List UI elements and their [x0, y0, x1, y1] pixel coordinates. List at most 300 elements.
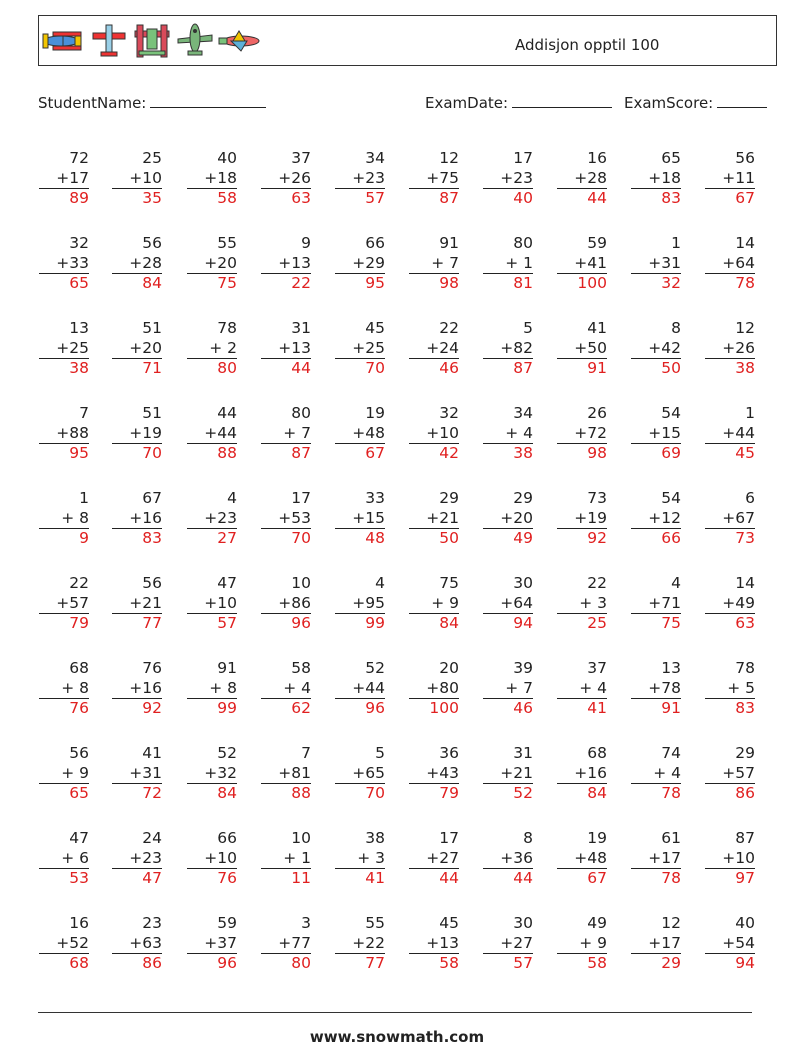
addend-2-value: 37: [217, 933, 237, 952]
plus-sign: +: [278, 593, 292, 612]
addend-1: 12: [661, 914, 681, 932]
addend-1: 22: [439, 319, 459, 337]
answer: 53: [69, 869, 89, 887]
addend-2-value: 4: [523, 423, 533, 442]
addend-1: 17: [513, 149, 533, 167]
answer: 47: [142, 869, 162, 887]
addend-2: [483, 424, 533, 445]
plus-sign: +: [426, 933, 440, 952]
answer: 44: [513, 869, 533, 887]
answer: 44: [291, 359, 311, 377]
plus-sign: +: [283, 423, 302, 442]
addend-2: [39, 679, 89, 700]
addend-2-value: 72: [587, 423, 607, 442]
addend-2: [112, 849, 162, 870]
addend-2: [483, 254, 533, 275]
answer: 76: [69, 699, 89, 717]
addend-2: [187, 934, 237, 955]
problem-1-2: [112, 149, 162, 209]
answer: 38: [69, 359, 89, 377]
plus-sign: +: [426, 678, 440, 697]
answer: 96: [291, 614, 311, 632]
problem-5-4: [261, 489, 311, 549]
plus-sign: +: [278, 763, 292, 782]
addend-2: [112, 424, 162, 445]
addend-2-value: 25: [69, 338, 89, 357]
addend-2-value: 10: [217, 848, 237, 867]
addend-1: 13: [69, 319, 89, 337]
problem-1-9: [631, 149, 681, 209]
problem-5-9: [631, 489, 681, 549]
addend-2: [483, 849, 533, 870]
plus-sign: +: [352, 423, 366, 442]
addend-2-value: 3: [597, 593, 607, 612]
addend-1: 34: [513, 404, 533, 422]
problem-5-6: [409, 489, 459, 549]
addend-2-value: 17: [661, 933, 681, 952]
addend-1: 58: [291, 659, 311, 677]
answer: 71: [142, 359, 162, 377]
plus-sign: +: [204, 253, 218, 272]
answer: 84: [142, 274, 162, 292]
problem-7-10: [705, 659, 755, 719]
plus-sign: +: [204, 763, 218, 782]
addend-2: [187, 254, 237, 275]
plus-sign: +: [500, 593, 514, 612]
answer: 95: [69, 444, 89, 462]
answer: 70: [365, 359, 385, 377]
addend-2-value: 12: [661, 508, 681, 527]
addend-2-value: 64: [513, 593, 533, 612]
addend-2-value: 1: [301, 848, 311, 867]
problem-10-6: [409, 914, 459, 974]
addend-2: [39, 934, 89, 955]
problem-3-10: [705, 319, 755, 379]
answer: 87: [291, 444, 311, 462]
problem-9-9: [631, 829, 681, 889]
addend-1: 30: [513, 574, 533, 592]
addend-1: 22: [69, 574, 89, 592]
answer: 42: [439, 444, 459, 462]
addend-2: [557, 169, 607, 190]
addend-1: 8: [523, 829, 533, 847]
addend-2: [705, 934, 755, 955]
plus-sign: +: [61, 848, 80, 867]
addend-2-value: 10: [217, 593, 237, 612]
problem-8-10: [705, 744, 755, 804]
plus-sign: +: [579, 678, 598, 697]
answer: 94: [513, 614, 533, 632]
plus-sign: +: [204, 933, 218, 952]
addend-2-value: 22: [365, 933, 385, 952]
addend-1: 3: [301, 914, 311, 932]
problem-10-8: [557, 914, 607, 974]
problem-1-3: [187, 149, 237, 209]
answer: 77: [365, 954, 385, 972]
problem-5-5: [335, 489, 385, 549]
addend-2: [261, 339, 311, 360]
answer: 78: [735, 274, 755, 292]
answer: 57: [513, 954, 533, 972]
answer: 98: [439, 274, 459, 292]
problem-3-1: [39, 319, 89, 379]
problem-6-10: [705, 574, 755, 634]
problem-7-9: [631, 659, 681, 719]
plus-sign: +: [426, 848, 440, 867]
plus-sign: +: [574, 338, 588, 357]
addend-2: [187, 424, 237, 445]
plus-sign: +: [574, 168, 588, 187]
addend-2: [261, 934, 311, 955]
addend-1: 80: [513, 234, 533, 252]
addend-2: [705, 594, 755, 615]
answer: 70: [142, 444, 162, 462]
addend-1: 1: [671, 234, 681, 252]
problem-10-1: [39, 914, 89, 974]
problem-4-1: [39, 404, 89, 464]
addend-1: 67: [142, 489, 162, 507]
plus-sign: +: [426, 338, 440, 357]
answer: 58: [217, 189, 237, 207]
addend-1: 56: [69, 744, 89, 762]
addend-1: 80: [291, 404, 311, 422]
addend-2-value: 23: [365, 168, 385, 187]
problem-3-3: [187, 319, 237, 379]
plus-sign: +: [129, 593, 143, 612]
addend-2-value: 9: [79, 763, 89, 782]
problem-6-1: [39, 574, 89, 634]
addend-2: [261, 169, 311, 190]
addend-1: 75: [439, 574, 459, 592]
student-name-label: StudentName:: [38, 94, 147, 112]
problem-3-7: [483, 319, 533, 379]
addend-1: 47: [217, 574, 237, 592]
plus-sign: +: [209, 338, 228, 357]
plus-sign: +: [56, 253, 70, 272]
problem-3-9: [631, 319, 681, 379]
plus-sign: +: [653, 763, 672, 782]
plus-sign: +: [426, 763, 440, 782]
addend-1: 68: [69, 659, 89, 677]
addend-1: 45: [365, 319, 385, 337]
plus-sign: +: [648, 593, 662, 612]
addend-2-value: 13: [291, 253, 311, 272]
addend-2-value: 23: [217, 508, 237, 527]
problem-5-2: [112, 489, 162, 549]
addend-2: [409, 339, 459, 360]
answer: 46: [439, 359, 459, 377]
addend-1: 39: [513, 659, 533, 677]
plus-sign: +: [204, 593, 218, 612]
problem-10-7: [483, 914, 533, 974]
problem-1-1: [39, 149, 89, 209]
addend-1: 55: [365, 914, 385, 932]
plus-sign: +: [727, 678, 746, 697]
problem-8-5: [335, 744, 385, 804]
addend-2: [705, 509, 755, 530]
plus-sign: +: [648, 168, 662, 187]
exam-score-label: ExamScore:: [624, 94, 714, 112]
addend-2-value: 24: [439, 338, 459, 357]
problem-8-7: [483, 744, 533, 804]
addend-2-value: 29: [365, 253, 385, 272]
answer: 65: [69, 784, 89, 802]
plus-sign: +: [56, 168, 70, 187]
problem-4-6: [409, 404, 459, 464]
addend-1: 66: [217, 829, 237, 847]
plus-sign: +: [574, 253, 588, 272]
addend-1: 17: [291, 489, 311, 507]
addend-2: [705, 849, 755, 870]
answer: 62: [291, 699, 311, 717]
addend-1: 78: [217, 319, 237, 337]
addend-2-value: 57: [69, 593, 89, 612]
answer: 49: [513, 529, 533, 547]
problem-9-8: [557, 829, 607, 889]
problem-10-5: [335, 914, 385, 974]
addend-2-value: 41: [587, 253, 607, 272]
addend-2-value: 32: [217, 763, 237, 782]
plus-sign: +: [574, 848, 588, 867]
answer: 45: [735, 444, 755, 462]
addend-2-value: 16: [142, 508, 162, 527]
addend-2-value: 10: [735, 848, 755, 867]
answer: 48: [365, 529, 385, 547]
addend-2-value: 26: [735, 338, 755, 357]
addend-1: 56: [142, 574, 162, 592]
problem-9-3: [187, 829, 237, 889]
answer: 65: [69, 274, 89, 292]
answer: 79: [69, 614, 89, 632]
answer: 50: [439, 529, 459, 547]
addend-2-value: 17: [661, 848, 681, 867]
addend-2-value: 49: [735, 593, 755, 612]
addend-1: 31: [513, 744, 533, 762]
addend-2-value: 4: [597, 678, 607, 697]
addend-2-value: 86: [291, 593, 311, 612]
addend-2-value: 9: [597, 933, 607, 952]
problem-2-7: [483, 234, 533, 294]
addend-2: [335, 934, 385, 955]
plus-sign: +: [648, 508, 662, 527]
answer: 44: [587, 189, 607, 207]
plus-sign: +: [648, 933, 662, 952]
exam-date-label: ExamDate:: [425, 94, 509, 112]
addend-2-value: 13: [439, 933, 459, 952]
addend-2-value: 65: [365, 763, 385, 782]
addend-2-value: 4: [671, 763, 681, 782]
plus-sign: +: [278, 508, 292, 527]
addend-1: 1: [745, 404, 755, 422]
plus-sign: +: [574, 763, 588, 782]
addend-2-value: 28: [587, 168, 607, 187]
answer: 38: [735, 359, 755, 377]
problem-10-3: [187, 914, 237, 974]
plus-sign: +: [129, 763, 143, 782]
addend-2: [335, 254, 385, 275]
addend-2: [39, 594, 89, 615]
problem-1-7: [483, 149, 533, 209]
plus-sign: +: [204, 848, 218, 867]
addend-2-value: 21: [142, 593, 162, 612]
addend-1: 4: [227, 489, 237, 507]
addend-2-value: 23: [142, 848, 162, 867]
addend-2-value: 54: [735, 933, 755, 952]
addend-2-value: 19: [142, 423, 162, 442]
problem-7-1: [39, 659, 89, 719]
addend-2-value: 26: [291, 168, 311, 187]
answer: 57: [217, 614, 237, 632]
addend-1: 44: [217, 404, 237, 422]
answer: 88: [291, 784, 311, 802]
answer: 67: [587, 869, 607, 887]
addend-2-value: 44: [217, 423, 237, 442]
addend-2: [261, 254, 311, 275]
plus-sign: +: [352, 593, 366, 612]
addend-1: 40: [217, 149, 237, 167]
answer: 57: [365, 189, 385, 207]
answer: 73: [735, 529, 755, 547]
plus-sign: +: [129, 168, 143, 187]
answer: 94: [735, 954, 755, 972]
addend-2: [631, 424, 681, 445]
plus-sign: +: [204, 168, 218, 187]
addend-2: [557, 934, 607, 955]
problem-10-9: [631, 914, 681, 974]
answer: 63: [735, 614, 755, 632]
addend-1: 30: [513, 914, 533, 932]
answer: 98: [587, 444, 607, 462]
addend-2-value: 71: [661, 593, 681, 612]
addend-2-value: 57: [735, 763, 755, 782]
problem-6-6: [409, 574, 459, 634]
plus-sign: +: [648, 423, 662, 442]
addend-1: 41: [142, 744, 162, 762]
problem-1-8: [557, 149, 607, 209]
plus-sign: +: [129, 423, 143, 442]
addend-1: 37: [291, 149, 311, 167]
addend-2-value: 43: [439, 763, 459, 782]
plus-sign: +: [648, 253, 662, 272]
plus-sign: +: [722, 253, 736, 272]
problem-9-4: [261, 829, 311, 889]
addend-2-value: 20: [217, 253, 237, 272]
answer: 58: [587, 954, 607, 972]
answer: 80: [217, 359, 237, 377]
addend-2: [557, 679, 607, 700]
problem-7-3: [187, 659, 237, 719]
plus-sign: +: [56, 593, 70, 612]
addend-2: [631, 509, 681, 530]
plus-sign: +: [574, 423, 588, 442]
answer: 70: [365, 784, 385, 802]
addend-2-value: 95: [365, 593, 385, 612]
addend-1: 73: [587, 489, 607, 507]
addend-1: 68: [587, 744, 607, 762]
addend-2-value: 44: [735, 423, 755, 442]
addend-2: [187, 594, 237, 615]
problem-5-7: [483, 489, 533, 549]
addend-1: 13: [661, 659, 681, 677]
addend-2: [39, 849, 89, 870]
problem-5-3: [187, 489, 237, 549]
plus-sign: +: [648, 848, 662, 867]
addend-2: [112, 254, 162, 275]
addend-2-value: 10: [142, 168, 162, 187]
addend-1: 24: [142, 829, 162, 847]
plus-sign: +: [56, 423, 70, 442]
addend-2: [483, 509, 533, 530]
addend-2: [557, 764, 607, 785]
plus-sign: +: [129, 933, 143, 952]
answer: 29: [661, 954, 681, 972]
addend-1: 29: [735, 744, 755, 762]
addend-2-value: 6: [79, 848, 89, 867]
addend-2: [557, 849, 607, 870]
answer: 86: [142, 954, 162, 972]
addend-2: [705, 339, 755, 360]
addend-2: [409, 254, 459, 275]
addend-2-value: 48: [365, 423, 385, 442]
addend-2-value: 7: [301, 423, 311, 442]
plus-sign: +: [431, 253, 450, 272]
addend-1: 56: [735, 149, 755, 167]
plus-sign: +: [278, 253, 292, 272]
addend-1: 41: [587, 319, 607, 337]
addend-2-value: 18: [217, 168, 237, 187]
addend-2: [335, 339, 385, 360]
addend-1: 61: [661, 829, 681, 847]
problem-9-1: [39, 829, 89, 889]
addend-1: 55: [217, 234, 237, 252]
addend-2: [483, 679, 533, 700]
plus-sign: +: [426, 423, 440, 442]
plus-sign: +: [505, 678, 524, 697]
addend-2-value: 9: [449, 593, 459, 612]
plus-sign: +: [722, 933, 736, 952]
problem-6-5: [335, 574, 385, 634]
answer: 92: [587, 529, 607, 547]
plus-sign: +: [129, 848, 143, 867]
addend-2: [409, 934, 459, 955]
problem-7-8: [557, 659, 607, 719]
answer: 100: [577, 274, 607, 292]
answer: 95: [365, 274, 385, 292]
plus-sign: +: [352, 253, 366, 272]
problem-4-9: [631, 404, 681, 464]
problem-8-6: [409, 744, 459, 804]
problem-10-2: [112, 914, 162, 974]
addend-1: 6: [745, 489, 755, 507]
addend-2: [631, 169, 681, 190]
plus-sign: +: [722, 848, 736, 867]
answer: 96: [365, 699, 385, 717]
plus-sign: +: [278, 933, 292, 952]
addend-2-value: 44: [365, 678, 385, 697]
answer: 92: [142, 699, 162, 717]
addend-2-value: 15: [365, 508, 385, 527]
plus-sign: +: [129, 678, 143, 697]
addend-2-value: 10: [439, 423, 459, 442]
addend-1: 8: [671, 319, 681, 337]
answer: 87: [513, 359, 533, 377]
addend-2: [483, 339, 533, 360]
addend-1: 54: [661, 404, 681, 422]
answer: 84: [439, 614, 459, 632]
problem-7-4: [261, 659, 311, 719]
addend-1: 66: [365, 234, 385, 252]
answer: 76: [217, 869, 237, 887]
